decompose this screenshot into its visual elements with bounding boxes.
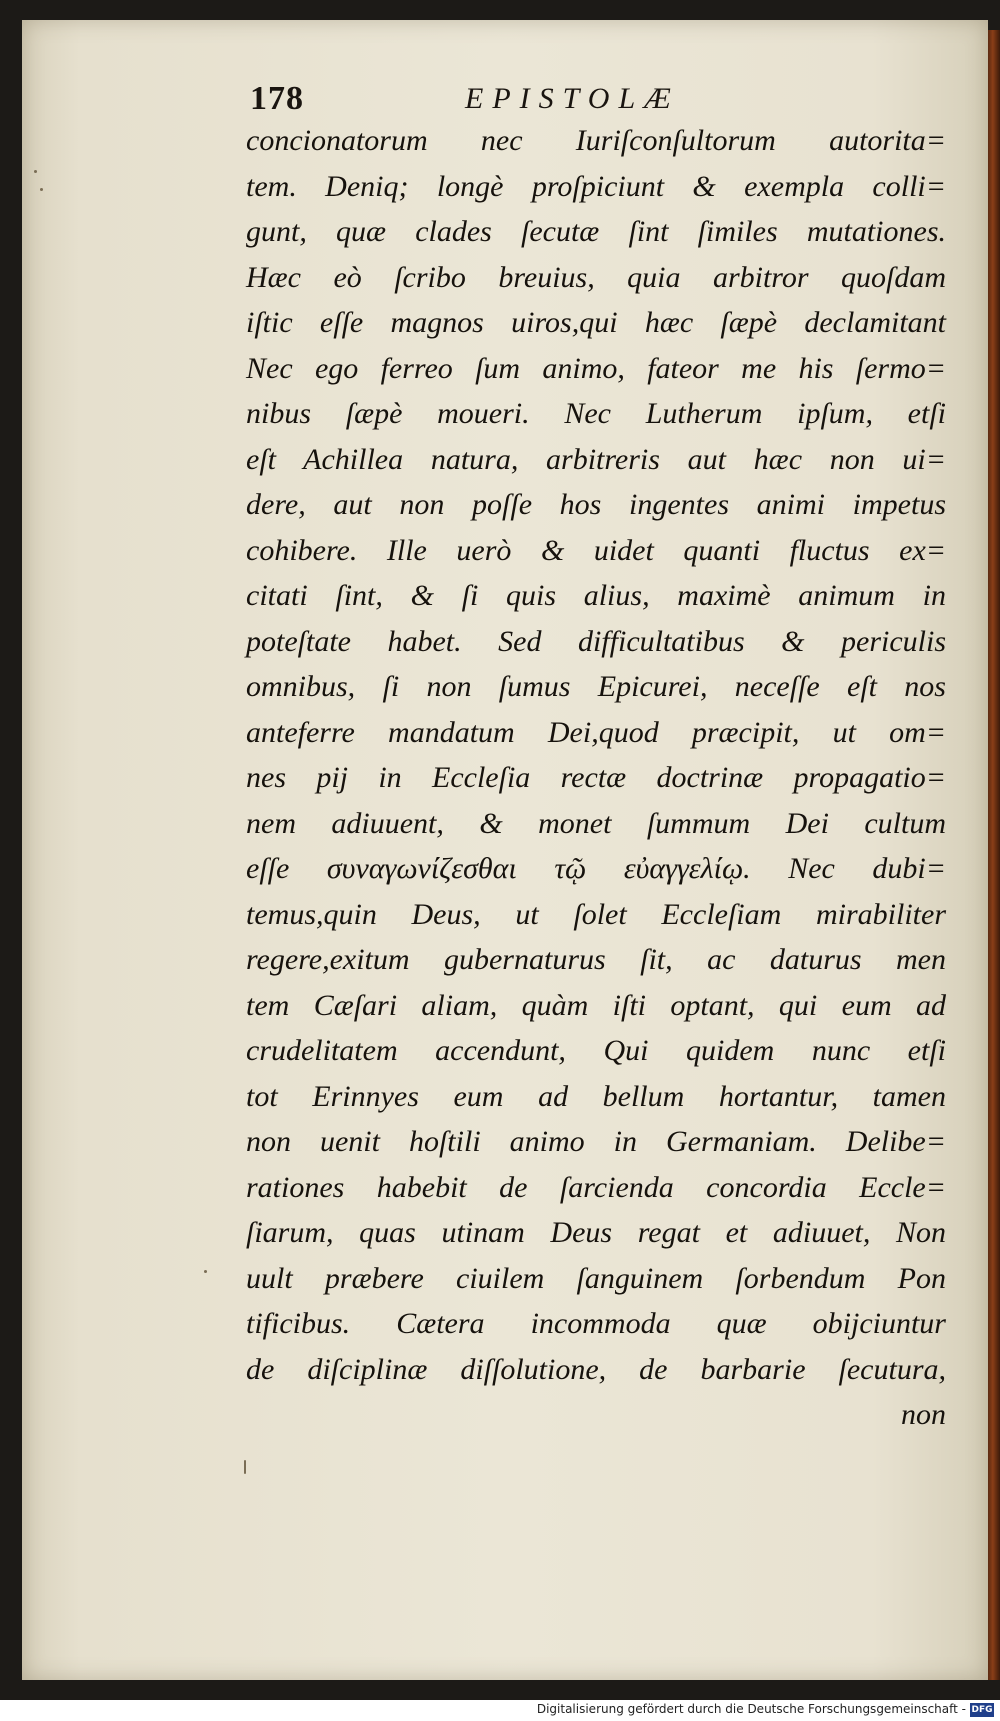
dfg-logo: DFG xyxy=(971,1705,993,1715)
text-line: de diſciplinæ diſſolutione, de barbarie ſecutura, xyxy=(246,1352,946,1386)
text-line: non uenit hoſtili animo in Germaniam. Delibe= xyxy=(246,1125,946,1158)
text-line: tem. Deniq; longè proſpiciunt & exempla colli= xyxy=(246,169,946,203)
text-line: eſt Achillea natura, arbitreris aut hæc non ui= xyxy=(246,442,946,476)
text-line: tificibus. Cætera incommoda quæ obijciuntur xyxy=(246,1307,946,1340)
text-line: cohibere. Ille uerò & uidet quanti fluctus ex= xyxy=(246,533,946,567)
paper-speck xyxy=(244,1460,246,1474)
text-line: crudelitatem accendunt, Qui quidem nunc etſi xyxy=(246,1034,946,1067)
paper-speck xyxy=(40,188,43,191)
text-line: concionatorum nec Iuriſconſultorum autorita= xyxy=(246,124,946,157)
text-line: eſſe συναγωνίζεσθαι τῷ εὐαγγελίῳ. Nec dubi= xyxy=(246,852,946,885)
paper-speck xyxy=(34,170,37,173)
body-text xyxy=(246,118,946,1438)
text-line: ſiarum, quas utinam Deus regat et adiuuet, Non xyxy=(246,1216,946,1249)
text-line: Nec ego ferreo ſum animo, fateor me his ſermo= xyxy=(246,351,946,385)
text-line: dere, aut non poſſe hos ingentes animi impetus xyxy=(246,488,946,521)
funding-notice: Digitalisierung gefördert durch die Deutsche Forschungsgemeinschaft - xyxy=(536,1702,966,1716)
text-line: anteferre mandatum Dei,quod præcipit, ut om= xyxy=(246,715,946,749)
digitization-footer xyxy=(0,1700,1000,1721)
catchword: non xyxy=(901,1398,946,1431)
text-line: uult præbere ciuilem ſanguinem ſorbendum Pon xyxy=(246,1261,946,1295)
text-line: citati ſint, & ſi quis alius, maximè animum in xyxy=(246,579,946,612)
text-line: iſtic eſſe magnos uiros,qui hæc ſæpè declamitant xyxy=(246,306,946,339)
text-line: omnibus, ſi non ſumus Epicurei, neceſſe eſt nos xyxy=(246,670,946,703)
text-line: tot Erinnyes eum ad bellum hortantur, tamen xyxy=(246,1079,946,1113)
page-number: 178 xyxy=(250,80,304,117)
text-line: rationes habebit de ſarcienda concordia Eccle= xyxy=(246,1170,946,1204)
running-title: EPISTOLÆ xyxy=(465,82,680,115)
text-line: nem adiuuent, & monet ſummum Dei cultum xyxy=(246,806,946,840)
paper-speck xyxy=(204,1270,207,1273)
text-line: regere,exitum gubernaturus ſit, ac daturus men xyxy=(246,943,946,976)
text-line: nes pij in Eccleſia rectæ doctrinæ propagatio= xyxy=(246,761,946,794)
book-spine-edge xyxy=(988,30,1000,1680)
text-line: Hæc eò ſcribo breuius, quia arbitror quoſdam xyxy=(246,260,946,294)
text-line: nibus ſæpè moueri. Nec Lutherum ipſum, etſi xyxy=(246,397,946,430)
text-line: tem Cæſari aliam, quàm iſti optant, qui eum ad xyxy=(246,988,946,1022)
text-line: gunt, quæ clades ſecutæ ſint ſimiles mutationes. xyxy=(246,215,946,248)
text-line: temus,quin Deus, ut ſolet Eccleſiam mirabiliter xyxy=(246,897,946,931)
text-line: poteſtate habet. Sed difficultatibus & periculis xyxy=(246,624,946,658)
